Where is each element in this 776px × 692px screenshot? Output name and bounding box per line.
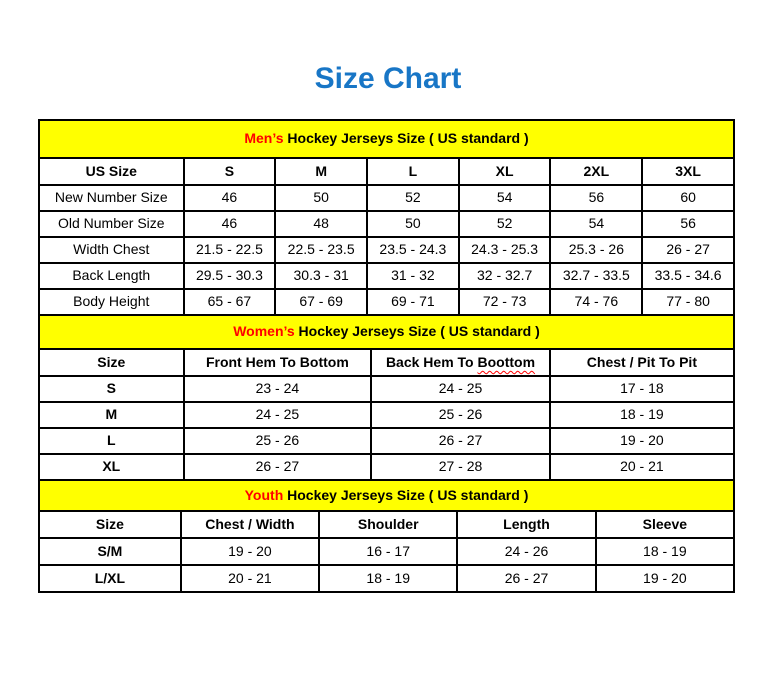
- size-value-cell: 65 - 67: [184, 289, 276, 315]
- size-chart-tables: [38, 119, 735, 593]
- mens-table-row: [39, 289, 734, 315]
- womens-header-row: [39, 349, 734, 376]
- womens-table-row: [39, 428, 734, 454]
- mens-banner: [39, 120, 734, 158]
- size-value-cell: 46: [184, 211, 276, 237]
- size-value-cell: 19 - 20: [550, 428, 734, 454]
- size-value-cell: 26 - 27: [371, 428, 550, 454]
- size-value-cell: 18 - 19: [550, 402, 734, 428]
- womens-column-header: Chest / Pit To Pit: [550, 349, 734, 376]
- womens-banner-text: Hockey Jerseys Size ( US standard ): [294, 323, 540, 340]
- youth-column-header: Sleeve: [596, 511, 734, 538]
- row-label: S/M: [39, 538, 181, 565]
- mens-header-row: [39, 158, 734, 185]
- size-value-cell: 24 - 25: [184, 402, 372, 428]
- size-value-cell: 17 - 18: [550, 376, 734, 402]
- size-value-cell: 46: [184, 185, 276, 211]
- size-value-cell: 18 - 19: [319, 565, 457, 592]
- size-value-cell: 31 - 32: [367, 263, 459, 289]
- womens-table-row: [39, 376, 734, 402]
- size-value-cell: 24.3 - 25.3: [459, 237, 551, 263]
- womens-table-row: [39, 402, 734, 428]
- youth-size-table: [38, 479, 735, 593]
- mens-column-header: M: [275, 158, 367, 185]
- size-value-cell: 24 - 25: [371, 376, 550, 402]
- mens-column-header: XL: [459, 158, 551, 185]
- mens-column-header: 2XL: [550, 158, 642, 185]
- size-value-cell: 18 - 19: [596, 538, 734, 565]
- size-value-cell: 20 - 21: [550, 454, 734, 480]
- size-value-cell: 54: [459, 185, 551, 211]
- size-value-cell: 77 - 80: [642, 289, 734, 315]
- size-value-cell: 26 - 27: [184, 454, 372, 480]
- youth-column-header: Size: [39, 511, 181, 538]
- womens-column-header: Back Hem To Boottom: [371, 349, 550, 376]
- size-value-cell: 20 - 21: [181, 565, 319, 592]
- mens-banner-row: [39, 120, 734, 158]
- row-label: L/XL: [39, 565, 181, 592]
- size-value-cell: 25.3 - 26: [550, 237, 642, 263]
- youth-column-header: Shoulder: [319, 511, 457, 538]
- size-value-cell: 74 - 76: [550, 289, 642, 315]
- womens-column-header: Front Hem To Bottom: [184, 349, 372, 376]
- womens-banner-row: [39, 315, 734, 349]
- row-label: XL: [39, 454, 184, 480]
- size-value-cell: 26 - 27: [457, 565, 595, 592]
- row-label: Back Length: [39, 263, 184, 289]
- size-value-cell: 27 - 28: [371, 454, 550, 480]
- mens-banner-text: Hockey Jerseys Size ( US standard ): [283, 130, 529, 147]
- row-label: L: [39, 428, 184, 454]
- size-value-cell: 23.5 - 24.3: [367, 237, 459, 263]
- size-value-cell: 24 - 26: [457, 538, 595, 565]
- row-label: Body Height: [39, 289, 184, 315]
- size-value-cell: 54: [550, 211, 642, 237]
- size-value-cell: 29.5 - 30.3: [184, 263, 276, 289]
- row-label: Old Number Size: [39, 211, 184, 237]
- mens-column-header: 3XL: [642, 158, 734, 185]
- mens-banner-highlight: Men’s: [244, 130, 284, 147]
- youth-column-header: Length: [457, 511, 595, 538]
- size-value-cell: 32 - 32.7: [459, 263, 551, 289]
- size-value-cell: 16 - 17: [319, 538, 457, 565]
- size-value-cell: 50: [275, 185, 367, 211]
- youth-column-header: Chest / Width: [181, 511, 319, 538]
- size-value-cell: 52: [367, 185, 459, 211]
- size-value-cell: 60: [642, 185, 734, 211]
- size-value-cell: 33.5 - 34.6: [642, 263, 734, 289]
- youth-header-row: [39, 511, 734, 538]
- youth-banner-highlight: Youth: [244, 486, 284, 503]
- youth-table-row: [39, 538, 734, 565]
- size-value-cell: 72 - 73: [459, 289, 551, 315]
- mens-table-row: [39, 185, 734, 211]
- size-value-cell: 23 - 24: [184, 376, 372, 402]
- womens-banner-highlight: Women’s: [233, 323, 295, 340]
- youth-banner-row: [39, 480, 734, 511]
- mens-table-row: [39, 211, 734, 237]
- row-label: Width Chest: [39, 237, 184, 263]
- mens-table-row: [39, 263, 734, 289]
- mens-column-header: L: [367, 158, 459, 185]
- size-value-cell: 56: [642, 211, 734, 237]
- size-value-cell: 69 - 71: [367, 289, 459, 315]
- row-label: S: [39, 376, 184, 402]
- misspelled-word: Boottom: [477, 353, 536, 370]
- size-value-cell: 30.3 - 31: [275, 263, 367, 289]
- row-label: M: [39, 402, 184, 428]
- mens-table-row: [39, 237, 734, 263]
- womens-table-row: [39, 454, 734, 480]
- youth-table-row: [39, 565, 734, 592]
- size-value-cell: 25 - 26: [184, 428, 372, 454]
- mens-column-header: US Size: [39, 158, 184, 185]
- size-value-cell: 32.7 - 33.5: [550, 263, 642, 289]
- size-value-cell: 25 - 26: [371, 402, 550, 428]
- size-value-cell: 50: [367, 211, 459, 237]
- youth-banner: [39, 480, 734, 511]
- womens-column-header: Size: [39, 349, 184, 376]
- size-value-cell: 19 - 20: [181, 538, 319, 565]
- size-value-cell: 21.5 - 22.5: [184, 237, 276, 263]
- womens-size-table: [38, 314, 735, 481]
- mens-column-header: S: [184, 158, 276, 185]
- row-label: New Number Size: [39, 185, 184, 211]
- size-value-cell: 52: [459, 211, 551, 237]
- size-value-cell: 26 - 27: [642, 237, 734, 263]
- page-title: Size Chart: [314, 62, 462, 95]
- size-value-cell: 48: [275, 211, 367, 237]
- size-value-cell: 19 - 20: [596, 565, 734, 592]
- size-value-cell: 67 - 69: [275, 289, 367, 315]
- size-value-cell: 22.5 - 23.5: [275, 237, 367, 263]
- mens-size-table: [38, 119, 735, 316]
- womens-banner: [39, 315, 734, 349]
- size-value-cell: 56: [550, 185, 642, 211]
- youth-banner-text: Hockey Jerseys Size ( US standard ): [283, 486, 529, 503]
